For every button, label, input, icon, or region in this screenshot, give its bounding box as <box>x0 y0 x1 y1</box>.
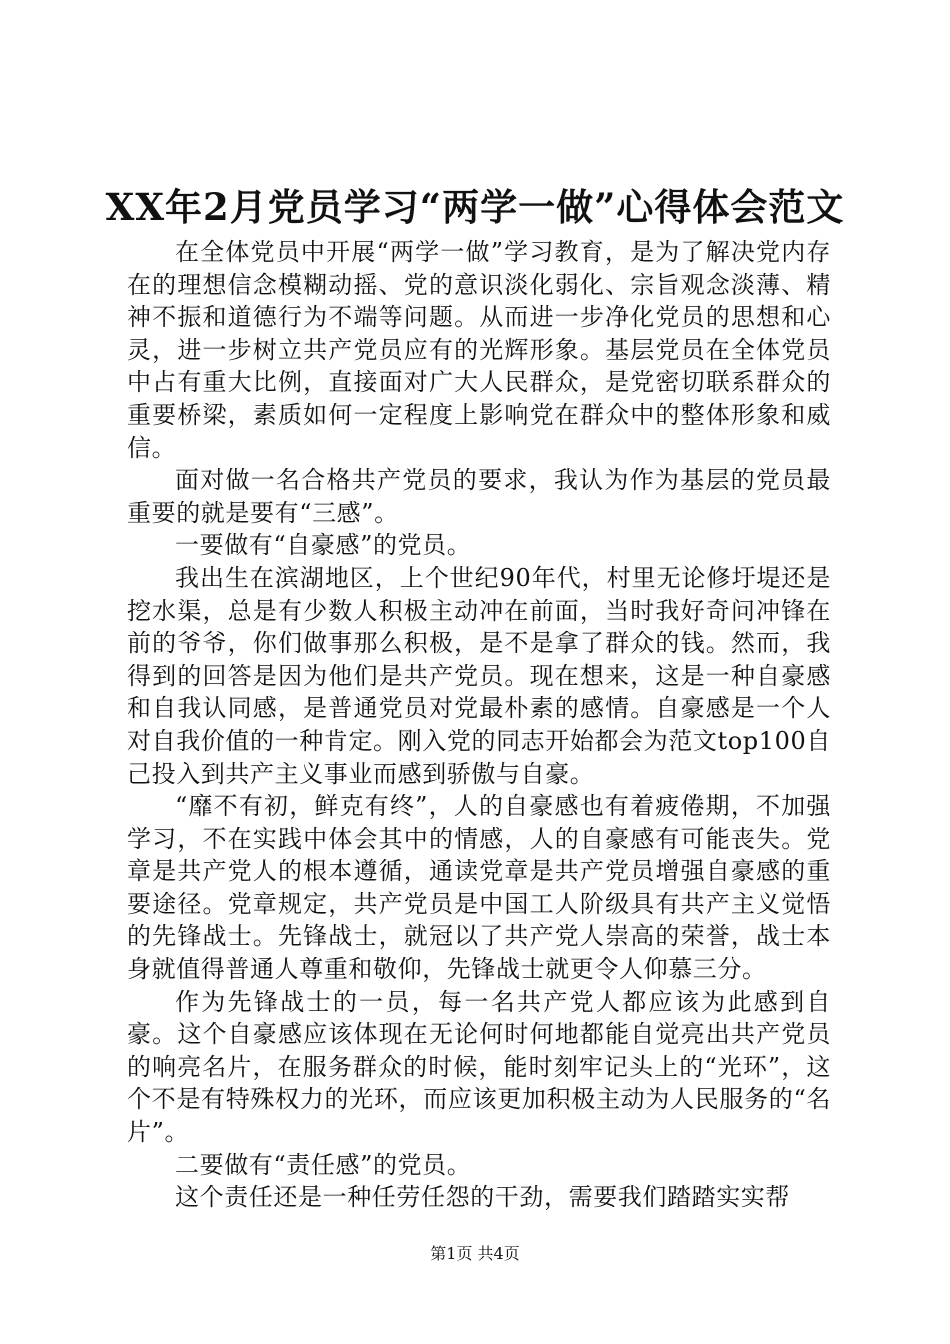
document-body <box>127 236 831 1214</box>
paragraph-6: 作为先锋战士的一员，每一名共产党人都应该为此感到自豪。这个自豪感应该体现在无论何时何地都能自觉亮出共产党员的响亮名片，在服务群众的时候，能时刻牢记头上的“光环”，这个不是有特殊权力的光环，而应该更加积极主动为人民服务的“名片”。 <box>127 987 831 1147</box>
paragraph-3-heading: 一要做有“自豪感”的党员。 <box>175 531 472 560</box>
paragraph-7-heading: 二要做有“责任感”的党员。 <box>175 1150 472 1179</box>
paragraph-4: 我出生在滨湖地区，上个世纪90年代，村里无论修圩堤还是挖水渠，总是有少数人积极主动冲在前面，当时我好奇问冲锋在前的爷爷，你们做事那么积极，是不是拿了群众的钱。然而，我得到的回答是因为他们是共产党员。现在想来，这是一种自豪感和自我认同感，是普通党员对党最朴素的感情。自豪感是一个人对自我价值的一种肯定。刚入党的同志开始都会为范文top100自己投入到共产主义事业而感到骄傲与自豪。 <box>127 563 831 788</box>
document-title: XX年2月党员学习“两学一做”心得体会范文 <box>105 185 845 229</box>
paragraph-1: 在全体党员中开展“两学一做”学习教育，是为了解决党内存在的理想信念模糊动摇、党的意识淡化弱化、宗旨观念淡薄、精神不振和道德行为不端等问题。从而进一步净化党员的思想和心灵，进一步树立共产党员应有的光辉形象。基层党员在全体党员中占有重大比例，直接面对广大人民群众，是党密切联系群众的重要桥梁，素质如何一定程度上影响党在群众中的整体形象和威信。 <box>127 238 831 462</box>
paragraph-5: “靡不有初，鲜克有终”，人的自豪感也有着疲倦期，不加强学习，不在实践中体会其中的情感，人的自豪感有可能丧失。党章是共产党人的根本遵循，通读党章是共产党员增强自豪感的重要途径。党章规定，共产党员是中国工人阶级具有共产主义觉悟的先锋战士。先锋战士，就冠以了共产党人崇高的荣誉，战士本身就值得普通人尊重和敬仰，先锋战士就更令人仰慕三分。 <box>127 792 831 984</box>
paragraph-2: 面对做一名合格共产党员的要求，我认为作为基层的党员最重要的就是要有“三感”。 <box>127 466 831 527</box>
paragraph-8: 这个责任还是一种任劳任怨的干劲，需要我们踏踏实实帮 <box>175 1183 790 1212</box>
page-footer: 第1页 共4页 <box>430 1244 520 1263</box>
